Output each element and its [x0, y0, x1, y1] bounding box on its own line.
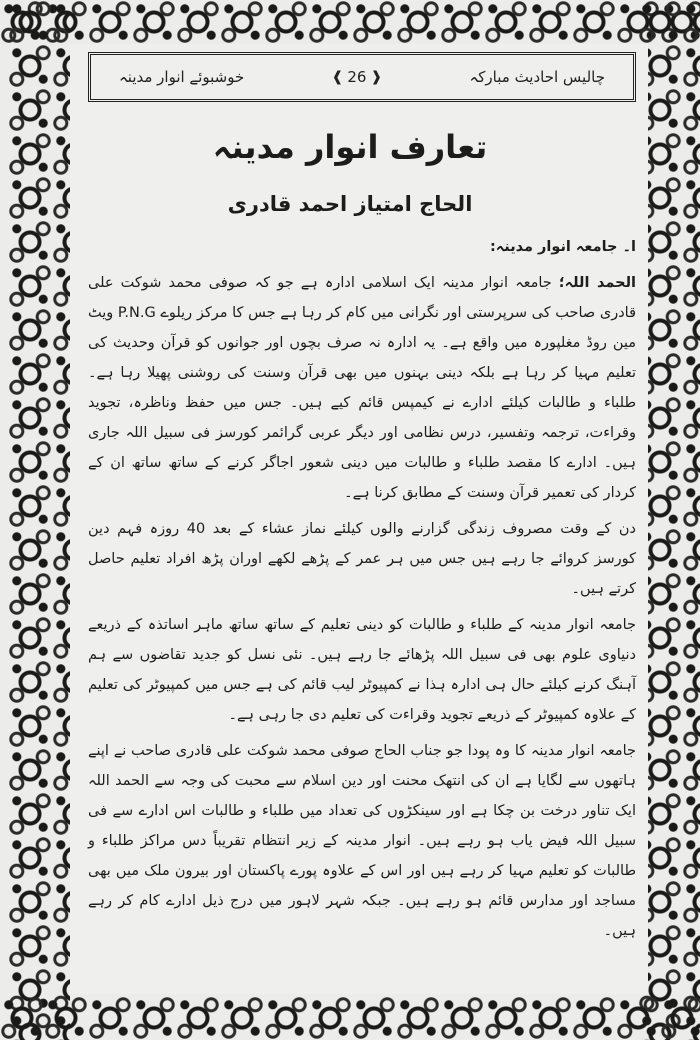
author-name: الحاج امتیاز احمد قادری [227, 192, 473, 216]
ornament-icon: ❰ [370, 69, 383, 85]
page-number [332, 68, 383, 86]
page-number-value: 26 [347, 68, 367, 86]
paragraph [88, 736, 636, 946]
paragraph [88, 514, 636, 604]
magazine-title: خوشبوئے انوار مدینہ [119, 68, 245, 86]
paragraph-text: جامعہ انوار مدینہ کے طلباء و طالبات کو دینی تعلیم کے ساتھ ساتھ ماہر اساتذہ کے ذریعے دنیاوی علوم بھی فی سبیل اللہ پڑھائے جا رہے ہیں۔ نئی نسل کو جدید تقاضوں سے ہم آہنگ کرنے کیلئے حال ہی ادارہ ہذا نے کمپیوٹر لیب قائم کی ہے جس میں کمپیوٹر کی تعلیم کے علاوہ کمپیوٹر کے ذریعے تجوید وقراءت کی تعلیم دی جا رہی ہے۔ [88, 617, 636, 723]
floral-border-left [8, 0, 70, 1040]
paragraph-text: جامعہ انوار مدینہ کا وہ پودا جو جناب الحاج صوفی محمد شوکت علی قادری صاحب نے اپنے ہاتھوں سے لگایا ہے ان کی انتھک محنت اور دین اسلام سے محبت کی وجہ سے الحمد اللہ ایک تناور درخت بن چکا ہے اور سینکڑوں کی تعداد میں طلباء و طالبات اس ادارے سے فی سبیل اللہ فیض یاب ہو رہے ہیں۔ انوار مدینہ کے زیر انتظام تقریباً دس مراکز طلباء و طالبات کو تعلیم مہیا کر رہے ہیں اور اس کے علاوہ پورے پاکستان اور بیرون ملک میں بھی مساجد اور مدارس قائم ہو رہے ہیں۔ جبکہ شہر لاہور میں درج ذیل ادارے کام کر رہے ہیں۔ [88, 743, 636, 939]
floral-border-top [0, 0, 700, 44]
article-body [88, 232, 636, 952]
running-header [88, 52, 636, 102]
ornament-icon: ❱ [331, 69, 344, 85]
paragraph-lead: الحمد اللہ؛ [558, 275, 636, 291]
paragraph-text: دن کے وقت مصروف زندگی گزارنے والوں کیلئے نماز عشاء کے بعد 40 روزہ فہم دین کورسز کروائے جا رہے ہیں جس میں ہر عمر کے پڑھے لکھے اوران پڑھ افراد تعلیم حاصل کرتے ہیں۔ [88, 521, 636, 597]
floral-border-bottom [0, 996, 700, 1040]
book-title: چالیس احادیث مبارکہ [469, 68, 605, 86]
paragraph [88, 610, 636, 730]
paragraph [88, 268, 636, 508]
section-heading: ا۔ جامعہ انوار مدینہ: [490, 239, 636, 255]
article-title: تعارف انوار مدینہ [212, 128, 488, 166]
paragraph-text: جامعہ انوار مدینہ ایک اسلامی ادارہ ہے جو کہ صوفی محمد شوکت علی قادری صاحب کی سرپرستی اور نگرانی میں کام کر رہا ہے جس کا مرکز ریلوے P.N.G ویٹ مین روڈ مغلپورہ میں واقع ہے۔ یہ ادارہ نہ صرف بچوں اور جوانوں کو قرآن وحدیث کی تعلیم مہیا کر رہا ہے بلکہ دینی بہنوں میں بھی قرآن وسنت کی روشنی پھیلا رہا ہے۔ طلباء و طالبات کیلئے ادارے نے کیمپس قائم کیے ہیں۔ جس میں حفظ وناظرہ، تجوید وقراءت، ترجمہ وتفسیر، درس نظامی اور دیگر عربی گرائمر کورسز فی سبیل اللہ جاری ہیں۔ ادارے کا مقصد طلباء و طالبات میں دینی شعور اجاگر کرنے کے ساتھ ساتھ ان کے کردار کی تعمیر قرآن وسنت کے مطابق کرنا ہے۔ [88, 275, 636, 501]
